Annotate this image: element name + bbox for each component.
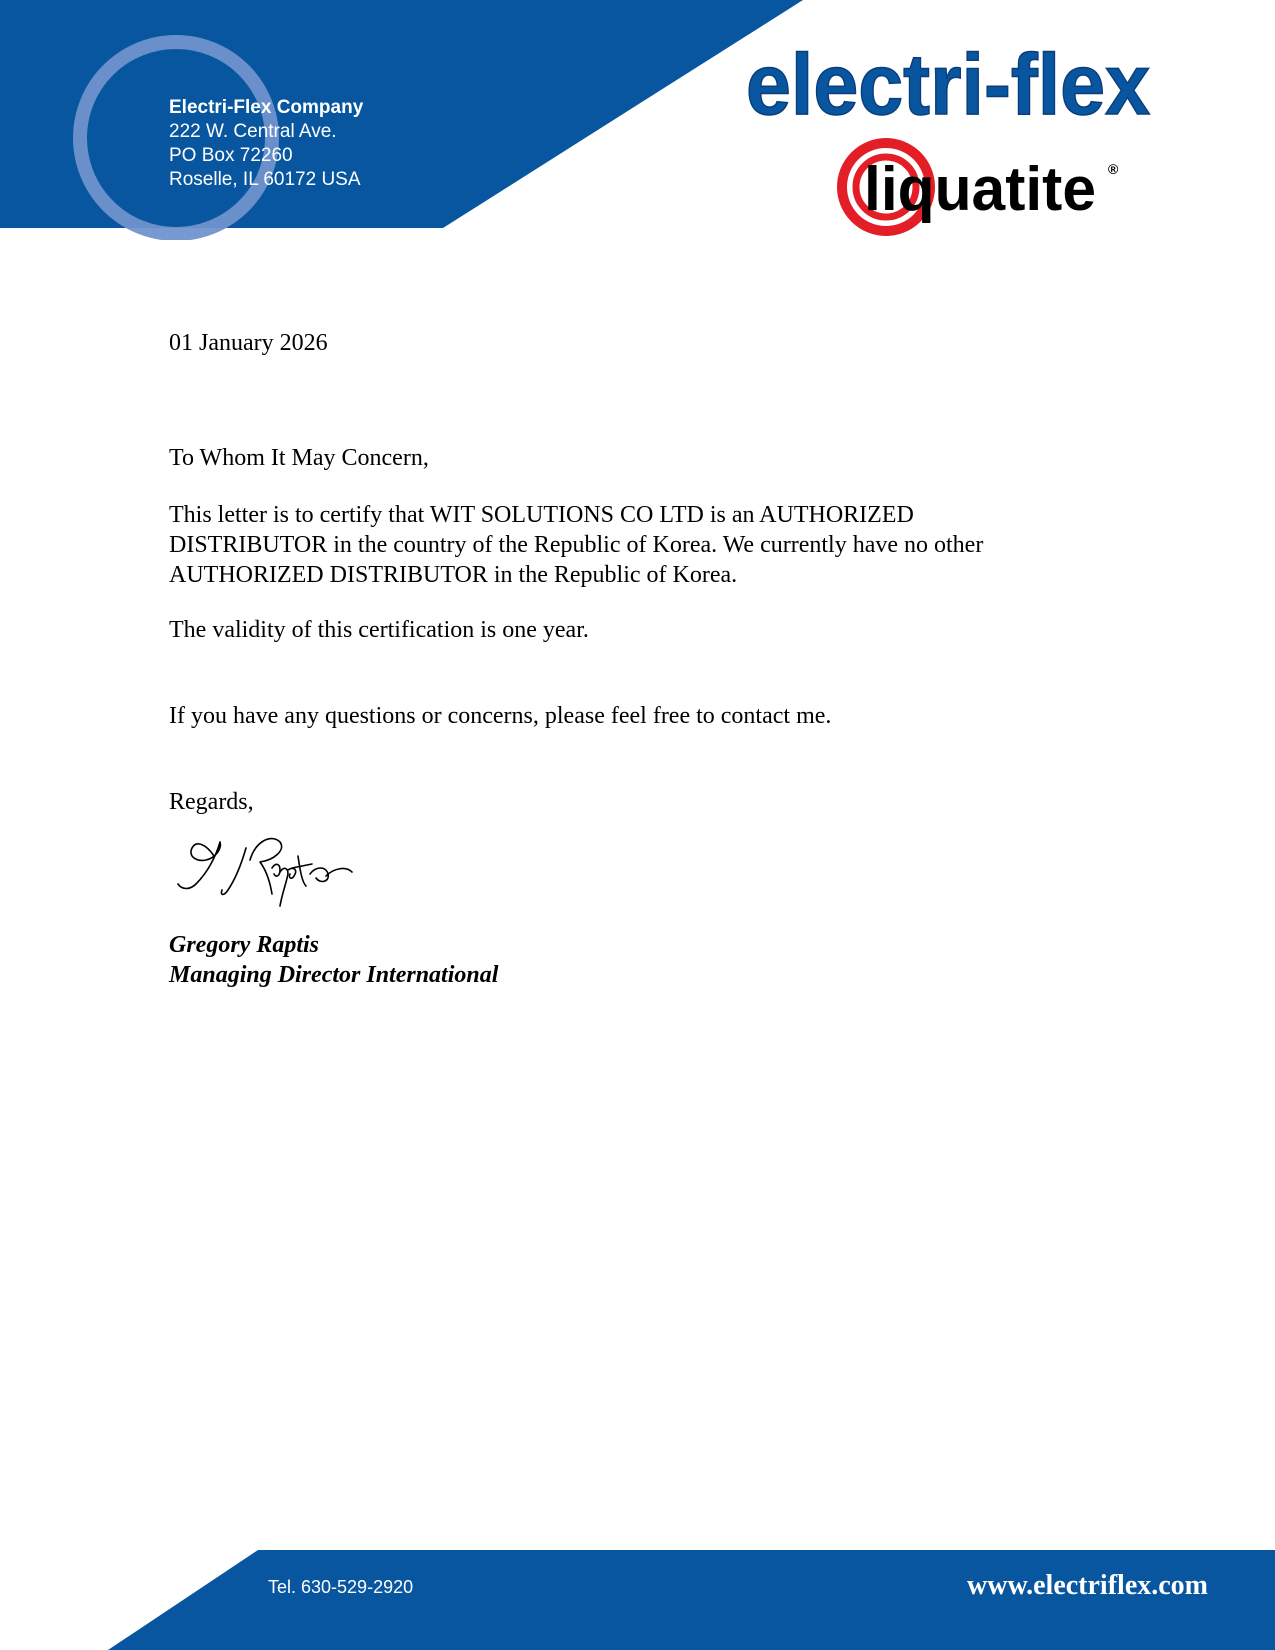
footer-website[interactable]: www.electriflex.com [967, 1570, 1208, 1601]
liquatite-logo [836, 136, 1126, 238]
certification-line-3: AUTHORIZED DISTRIBUTOR in the Republic of Korea. [169, 562, 738, 588]
address-line-pobox: PO Box 72260 [169, 145, 293, 166]
footer-telephone: Tel. 630-529-2920 [268, 1577, 414, 1597]
address-line-city: Roselle, IL 60172 USA [169, 169, 361, 190]
electri-flex-logo [742, 46, 1154, 128]
svg-text:electri-flex: electri-flex [746, 46, 1151, 128]
svg-text:liquatite: liquatite [864, 155, 1096, 224]
letter-salutation: To Whom It May Concern, [169, 445, 429, 471]
certification-line-2: DISTRIBUTOR in the country of the Republic of Korea. We currently have no other [169, 532, 984, 558]
address-line-street: 222 W. Central Ave. [169, 121, 337, 142]
company-address [169, 96, 363, 192]
letter-date: 01 January 2026 [169, 330, 328, 356]
letter-closing: Regards, [169, 789, 254, 815]
certification-paragraph [169, 500, 1069, 590]
banner-shape [0, 0, 803, 228]
signer-block [169, 930, 498, 990]
certification-line-1: This letter is to certify that WIT SOLUTIONS CO LTD is an AUTHORIZED [169, 502, 914, 528]
contact-paragraph: If you have any questions or concerns, please feel free to contact me. [169, 703, 832, 729]
signer-name: Gregory Raptis [169, 932, 319, 958]
validity-paragraph: The validity of this certification is one year. [169, 617, 589, 643]
company-name: Electri-Flex Company [169, 97, 364, 118]
svg-text:®: ® [1108, 161, 1119, 177]
signer-title: Managing Director International [169, 962, 499, 988]
handwritten-signature [176, 826, 366, 922]
